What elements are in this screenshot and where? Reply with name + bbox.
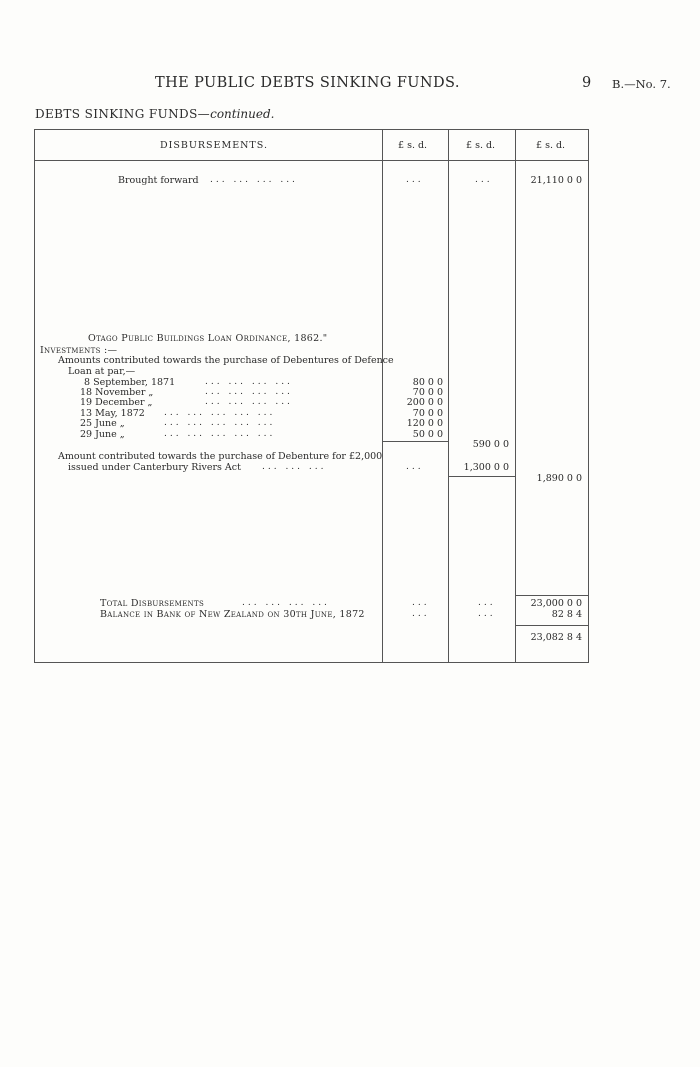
column-header-col2: £ s. d.: [466, 140, 496, 151]
canterbury-col1: ...: [406, 462, 424, 472]
grand-total-amount: 23,082 8 4: [530, 632, 582, 643]
section-heading: [35, 107, 274, 121]
column-header-col1: £ s. d.: [398, 140, 428, 151]
column-header-col3: £ s. d.: [536, 140, 566, 151]
investment-date: 8 September, 1871: [84, 377, 176, 388]
page-number: 9: [582, 75, 592, 91]
amounts-text-line2: Loan at par,—: [68, 366, 136, 377]
total-rule-col3: [515, 595, 589, 596]
subtotal-rule-col2: [448, 476, 515, 477]
total-disbursements-col1: ...: [412, 598, 430, 608]
investment-date: 13 May, 1872: [80, 408, 145, 419]
header-rule: [34, 160, 589, 161]
total-disbursements-dots: ... ... ... ...: [242, 598, 330, 608]
investment-date: 18 November „: [80, 387, 154, 398]
canterbury-dots: ... ... ...: [262, 462, 327, 472]
column-header-disbursements: DISBURSEMENTS.: [160, 140, 268, 151]
investments-label: Investments :—: [40, 345, 118, 356]
investment-amount: 120 0 0: [406, 418, 443, 429]
section-heading-continued: continued.: [210, 107, 275, 121]
investment-dots: ... ... ... ... ...: [164, 429, 276, 439]
balance-label: Balance in Bank of New Zealand on 30th June, 1872: [100, 609, 365, 620]
section-heading-main: DEBTS SINKING FUNDS—: [35, 107, 211, 121]
brought-forward-col2: ...: [475, 175, 493, 185]
ordinance-title: Otago Public Buildings Loan Ordinance, 1862.": [88, 333, 328, 344]
brought-forward-col1: ...: [406, 175, 424, 185]
investment-dots: ... ... ... ...: [205, 397, 293, 407]
amounts-text-line1: Amounts contributed towards the purchase of Debentures of Defence: [58, 355, 394, 366]
brought-forward-dots: ... ... ... ...: [210, 175, 298, 185]
total-disbursements-amount: 23,000 0 0: [530, 598, 582, 609]
balance-col1: ...: [412, 609, 430, 619]
canterbury-amount: 1,300 0 0: [463, 462, 509, 473]
investment-amount: 50 0 0: [412, 429, 443, 440]
investment-amount: 70 0 0: [412, 408, 443, 419]
paper-reference: B.—No. 7.: [612, 77, 671, 91]
investment-dots: ... ... ... ...: [205, 387, 293, 397]
investment-date: 29 June „: [80, 429, 125, 440]
brought-forward-label: Brought forward: [118, 175, 199, 186]
total-disbursements-col2: ...: [478, 598, 496, 608]
investment-dots: ... ... ... ... ...: [164, 418, 276, 428]
investment-date: 19 December „: [80, 397, 153, 408]
canterbury-text-line1: Amount contributed towards the purchase of Debenture for £2,000: [58, 451, 383, 462]
investment-amount: 80 0 0: [412, 377, 443, 388]
investments-total: 1,890 0 0: [536, 473, 582, 484]
grand-total-rule-col3: [515, 625, 589, 626]
running-title: THE PUBLIC DEBTS SINKING FUNDS.: [155, 75, 460, 91]
canterbury-text-line2: issued under Canterbury Rivers Act: [68, 462, 241, 473]
investments-subtotal: 590 0 0: [472, 439, 509, 450]
balance-amount: 82 8 4: [551, 609, 582, 620]
investment-amount: 70 0 0: [412, 387, 443, 398]
column-rule-2: [448, 129, 449, 663]
total-disbursements-label: Total Disbursements: [100, 598, 205, 609]
investment-dots: ... ... ... ...: [205, 377, 293, 387]
brought-forward-col3: 21,110 0 0: [530, 175, 582, 186]
investment-amount: 200 0 0: [406, 397, 443, 408]
investment-date: 25 June „: [80, 418, 125, 429]
investment-dots: ... ... ... ... ...: [164, 408, 276, 418]
column-rule-3: [515, 129, 516, 663]
balance-col2: ...: [478, 609, 496, 619]
subtotal-rule-col1: [382, 441, 448, 442]
